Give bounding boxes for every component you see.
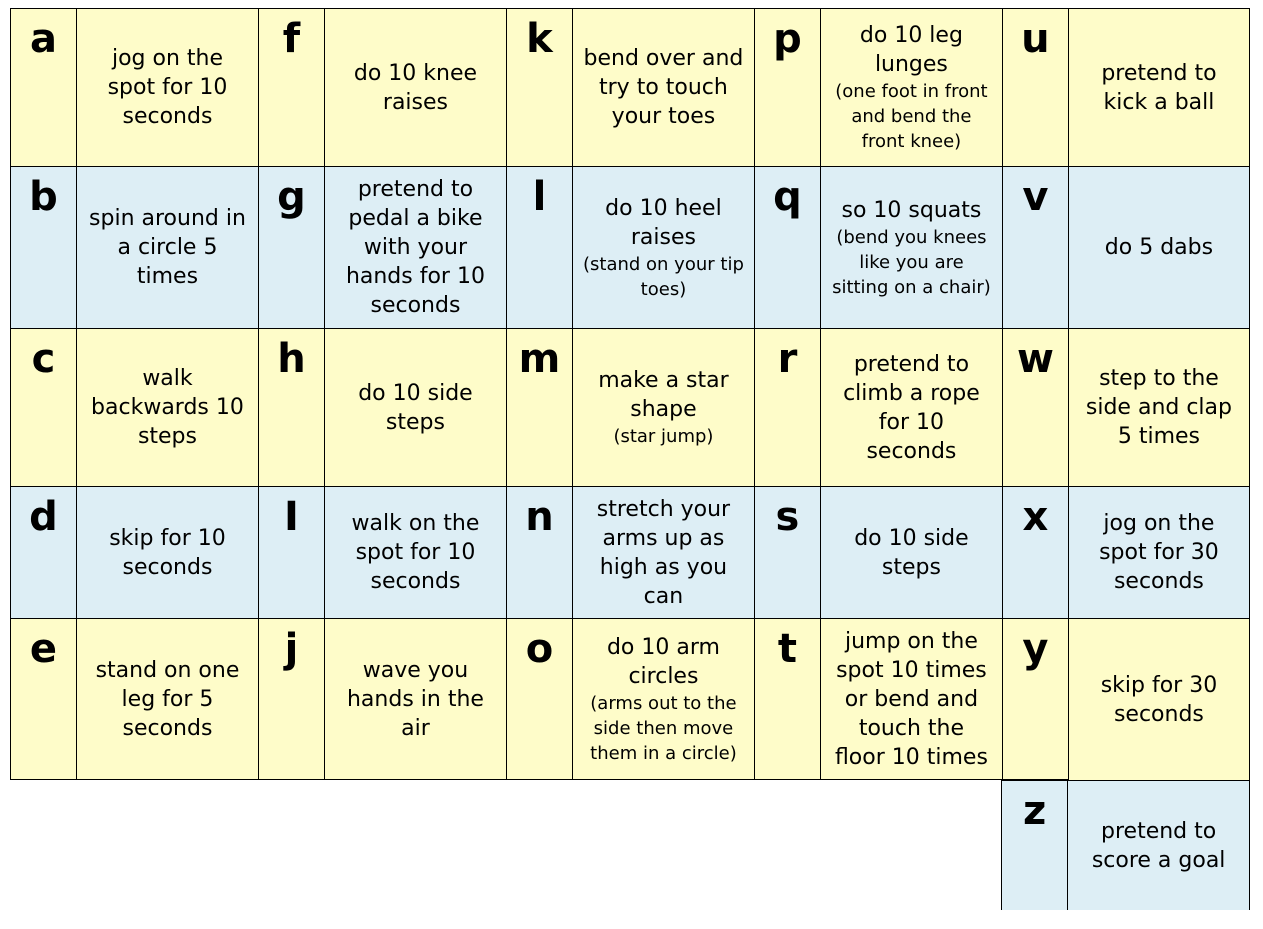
letter-cell: u xyxy=(1002,8,1068,166)
activity-cell xyxy=(76,8,258,166)
activity-text: stand on one leg for 5 seconds xyxy=(95,657,240,741)
letter-cell: I xyxy=(258,486,324,618)
activity-text: pretend to score a goal xyxy=(1091,818,1226,873)
letter-cell: x xyxy=(1002,486,1068,618)
activity-text: skip for 10 seconds xyxy=(109,525,226,580)
letter-cell: r xyxy=(754,328,820,486)
activity-cell xyxy=(572,486,754,618)
activity-text: do 10 heel raises xyxy=(605,195,722,250)
letter-cell: e xyxy=(10,618,76,780)
activity-row xyxy=(10,618,1250,780)
letter-cell: b xyxy=(10,166,76,328)
activity-row xyxy=(10,328,1250,486)
activity-text: wave you hands in the air xyxy=(346,657,484,741)
activity-cell xyxy=(572,328,754,486)
activity-cell xyxy=(324,166,506,328)
activity-note: (bend you knees like you are sitting on a chair) xyxy=(832,226,991,298)
activity-note: (stand on your tip toes) xyxy=(583,253,744,300)
activity-text: pretend to climb a rope for 10 seconds xyxy=(843,351,980,464)
letter-cell: w xyxy=(1002,328,1068,486)
activity-text: so 10 squats xyxy=(841,197,982,223)
activity-cell xyxy=(820,618,1002,780)
activity-row xyxy=(10,166,1250,328)
activity-text: walk backwards 10 steps xyxy=(91,366,244,449)
activity-text: do 10 leg lunges xyxy=(859,23,963,77)
empty-space xyxy=(10,780,1001,910)
activity-text: jog on the spot for 10 seconds xyxy=(107,46,228,129)
activity-text: bend over and try to touch your toes xyxy=(583,46,744,129)
activity-cell xyxy=(76,328,258,486)
activity-cell xyxy=(324,486,506,618)
activity-cell xyxy=(76,618,258,780)
activity-text: skip for 30 seconds xyxy=(1100,672,1218,727)
activity-cell xyxy=(324,328,506,486)
activity-cell xyxy=(572,166,754,328)
activity-cell xyxy=(1068,328,1250,486)
activity-cell xyxy=(1068,8,1250,166)
activity-text: make a star shape xyxy=(598,368,729,422)
activity-text: step to the side and clap 5 times xyxy=(1085,366,1232,449)
activity-text: do 5 dabs xyxy=(1104,235,1214,260)
letter-cell: h xyxy=(258,328,324,486)
letter-cell: f xyxy=(258,8,324,166)
activity-grid xyxy=(10,8,1250,910)
activity-cell xyxy=(820,166,1002,328)
activity-text: do 10 knee raises xyxy=(353,60,478,115)
activity-cell xyxy=(1068,486,1250,618)
activity-cell xyxy=(76,166,258,328)
letter-cell: v xyxy=(1002,166,1068,328)
letter-cell: y xyxy=(1002,618,1068,780)
letter-cell: m xyxy=(506,328,572,486)
activity-note: (star jump) xyxy=(613,426,714,447)
activity-text: walk on the spot for 10 seconds xyxy=(351,511,480,594)
activity-cell xyxy=(324,618,506,780)
activity-text: stretch your arms up as high as you can xyxy=(596,496,731,609)
activity-text: pretend to pedal a bike with your hands for 10 seconds xyxy=(345,177,485,318)
activity-cell xyxy=(572,8,754,166)
letter-cell: k xyxy=(506,8,572,166)
letter-cell: t xyxy=(754,618,820,780)
activity-note: (arms out to the side then move them in a circle) xyxy=(590,692,737,764)
activity-text: do 10 side steps xyxy=(358,380,473,435)
activity-cell xyxy=(324,8,506,166)
letter-cell: o xyxy=(506,618,572,780)
letter-cell: g xyxy=(258,166,324,328)
activity-note: (one foot in front and bend the front knee) xyxy=(835,81,988,152)
activity-text: do 10 side steps xyxy=(854,525,969,580)
activity-cell xyxy=(1068,618,1250,780)
letter-cell: j xyxy=(258,618,324,780)
activity-text: pretend to kick a ball xyxy=(1101,60,1217,115)
activity-text: jump on the spot 10 times or bend and touch the floor 10 times xyxy=(834,628,988,770)
letter-cell: l xyxy=(506,166,572,328)
letter-cell: p xyxy=(754,8,820,166)
letter-cell: d xyxy=(10,486,76,618)
letter-cell: n xyxy=(506,486,572,618)
activity-row xyxy=(10,8,1250,166)
activity-cell xyxy=(572,618,754,780)
activity-cell xyxy=(1067,780,1250,910)
activity-row xyxy=(10,486,1250,618)
activity-cell xyxy=(1068,166,1250,328)
letter-cell: s xyxy=(754,486,820,618)
activity-text: do 10 arm circles xyxy=(606,634,720,689)
letter-cell: a xyxy=(10,8,76,166)
activity-cell xyxy=(76,486,258,618)
activity-cell xyxy=(820,328,1002,486)
letter-cell: c xyxy=(10,328,76,486)
activity-cell xyxy=(820,486,1002,618)
activity-cell xyxy=(820,8,1002,166)
activity-row-extra xyxy=(10,780,1250,910)
letter-cell: q xyxy=(754,166,820,328)
activity-text: jog on the spot for 30 seconds xyxy=(1099,511,1219,594)
letter-cell: z xyxy=(1001,780,1067,910)
activity-text: spin around in a circle 5 times xyxy=(89,206,246,289)
